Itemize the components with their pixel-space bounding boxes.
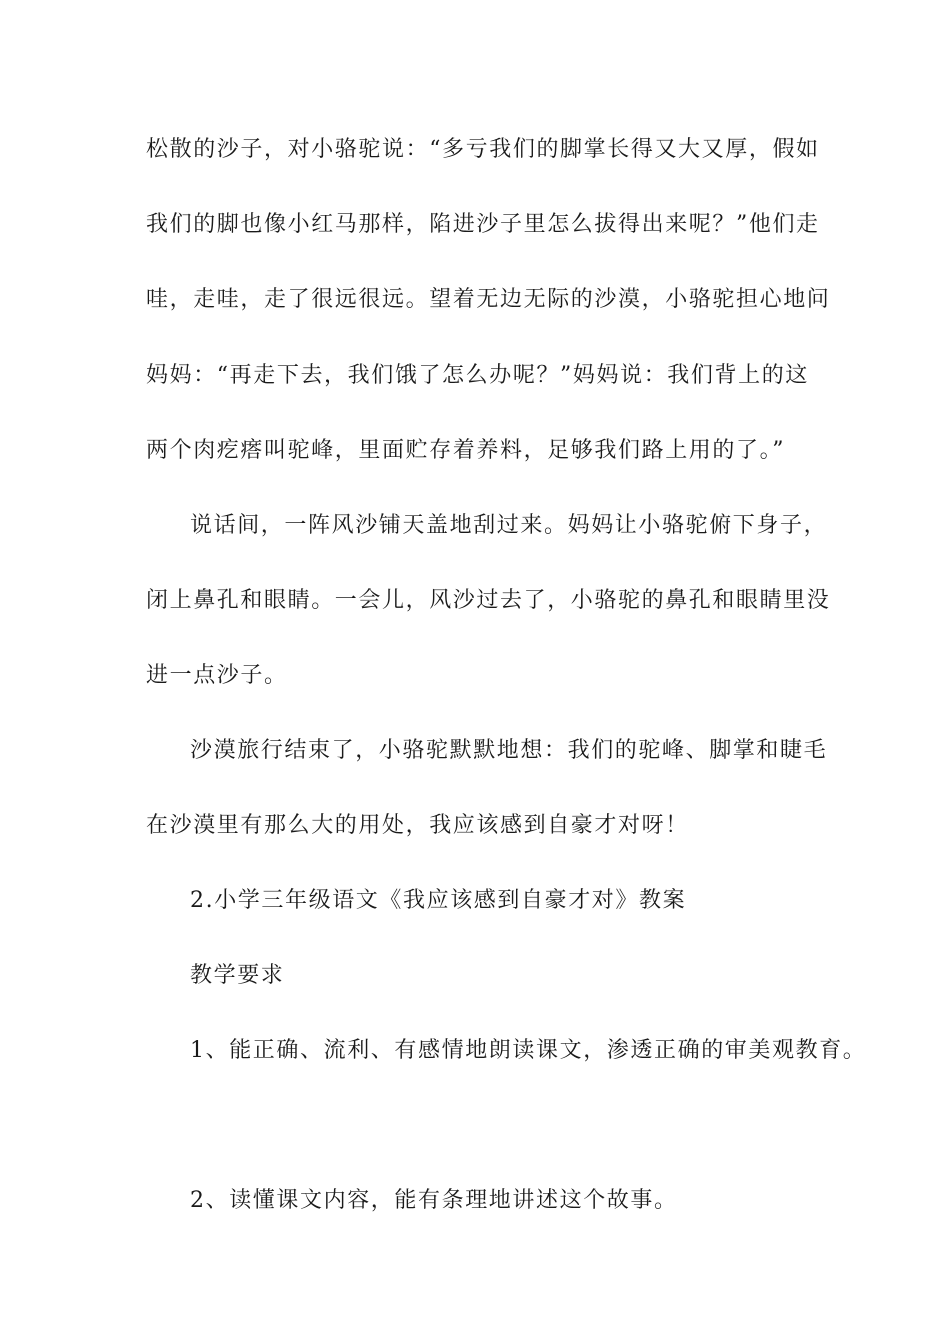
story-line: 进一点沙子。 xyxy=(146,663,288,688)
story-line: 沙漠旅行结束了，小骆驼默默地想：我们的驼峰、脚掌和睫毛 xyxy=(190,738,828,763)
subsection-heading: 教学要求 xyxy=(190,963,285,988)
story-line: 闭上鼻孔和眼睛。一会儿，风沙过去了，小骆驼的鼻孔和眼睛里没 xyxy=(146,588,831,613)
story-line: 说话间，一阵风沙铺天盖地刮过来。妈妈让小骆驼俯下身子， xyxy=(190,513,828,538)
story-line: 两个肉疙瘩叫驼峰，里面贮存着养料，足够我们路上用的了。” xyxy=(146,438,786,463)
story-line: 妈妈：“再走下去，我们饿了怎么办呢？”妈妈说：我们背上的这 xyxy=(146,363,809,388)
requirement-item: 1、能正确、流利、有感情地朗读课文，渗透正确的审美观教育。 xyxy=(190,1038,867,1063)
story-line: 哇，走哇，走了很远很远。望着无边无际的沙漠，小骆驼担心地问 xyxy=(146,287,831,312)
requirement-item: 2、读懂课文内容，能有条理地讲述这个故事。 xyxy=(190,1188,678,1213)
section-heading: 2.小学三年级语文《我应该感到自豪才对》教案 xyxy=(190,888,687,913)
story-line: 松散的沙子，对小骆驼说：“多亏我们的脚掌长得又大又厚，假如 xyxy=(146,137,820,162)
story-line: 我们的脚也像小红马那样，陷进沙子里怎么拔得出来呢？”他们走 xyxy=(146,212,820,237)
story-line: 在沙漠里有那么大的用处，我应该感到自豪才对呀！ xyxy=(146,813,689,838)
